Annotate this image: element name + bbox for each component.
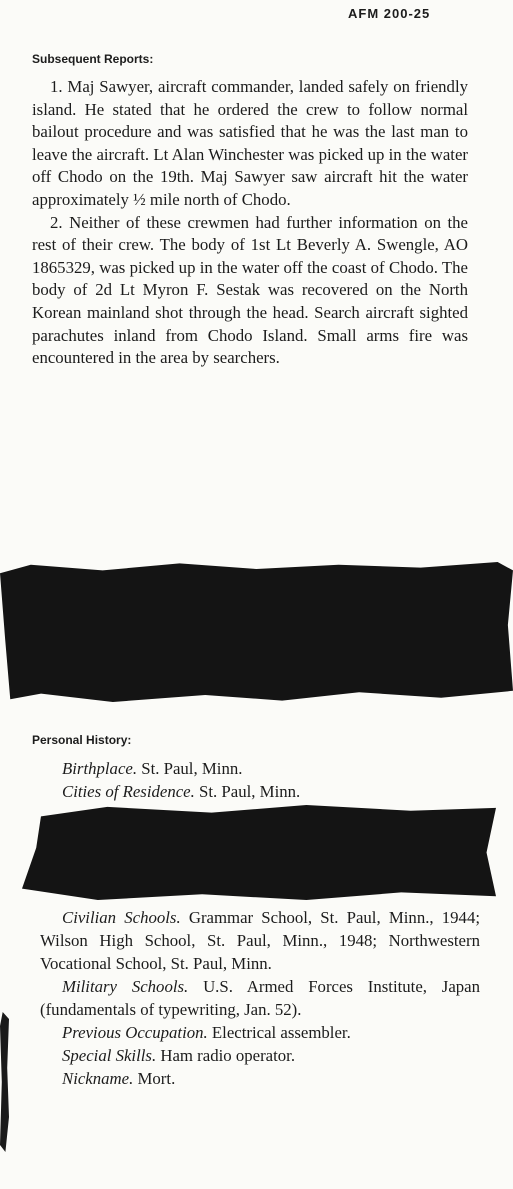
military-schools-row (40, 975, 480, 1021)
special-skills-value: Ham radio operator. (160, 1046, 296, 1065)
nickname-row (40, 1067, 480, 1090)
scan-edge-mark (0, 1012, 9, 1152)
birthplace-label: Birthplace. (62, 759, 138, 778)
civilian-schools-label: Civilian Schools. (62, 908, 181, 927)
report-paragraph-1: 1. Maj Sawyer, aircraft commander, landed safely on friendly island. He stated that he ordered the crew to follow normal bailout procedure and was satisfied that he was the last man to leave the aircraft. Lt Alan Winchester was picked up in the water off Chodo on the 19th. Maj Sawyer saw aircraft hit the water approximately ½ mile north of Chodo. (32, 77, 468, 209)
cities-of-residence-value: St. Paul, Minn. (199, 782, 301, 801)
personal-history-bottom (40, 906, 480, 1090)
subsequent-reports-body (32, 76, 468, 370)
civilian-schools-value: Grammar School, St. Paul, Minn., 1944; Wilson High School, St. Paul, Minn., 1948; Northwestern Vocational School, St. Paul, Minn. (40, 908, 480, 973)
cities-of-residence-row (40, 780, 480, 803)
redaction-block (22, 805, 496, 900)
report-paragraph-2: 2. Neither of these crewmen had further information on the rest of their crew. The body of 1st Lt Beverly A. Swengle, AO 1865329, was picked up in the water off the coast of Chodo. The body of 2d Lt Myron F. Sestak was recovered on the North Korean mainland shot through the head. Search aircraft sighted parachutes inland from Chodo Island. Small arms fire was encountered in the area by searchers. (32, 212, 468, 368)
special-skills-label: Special Skills. (62, 1046, 157, 1065)
cities-of-residence-label: Cities of Residence. (62, 782, 195, 801)
previous-occupation-value: Electrical assembler. (211, 1023, 351, 1042)
birthplace-row (40, 757, 480, 780)
nickname-label: Nickname. (62, 1069, 134, 1088)
subsequent-reports-heading: Subsequent Reports: (32, 52, 154, 66)
redaction-block (0, 562, 513, 702)
personal-history-top (40, 757, 480, 803)
civilian-schools-row (40, 906, 480, 975)
birthplace-value: St. Paul, Minn. (141, 759, 243, 778)
personal-history-heading: Personal History: (32, 733, 132, 747)
military-schools-value: U.S. Armed Forces Institute, Japan (fundamentals of typewriting, Jan. 52). (40, 977, 481, 1019)
nickname-value: Mort. (137, 1069, 176, 1088)
form-identifier: AFM 200-25 (348, 6, 431, 21)
special-skills-row (40, 1044, 480, 1067)
previous-occupation-row (40, 1021, 480, 1044)
military-schools-label: Military Schools. (62, 977, 189, 996)
previous-occupation-label: Previous Occupation. (62, 1023, 208, 1042)
